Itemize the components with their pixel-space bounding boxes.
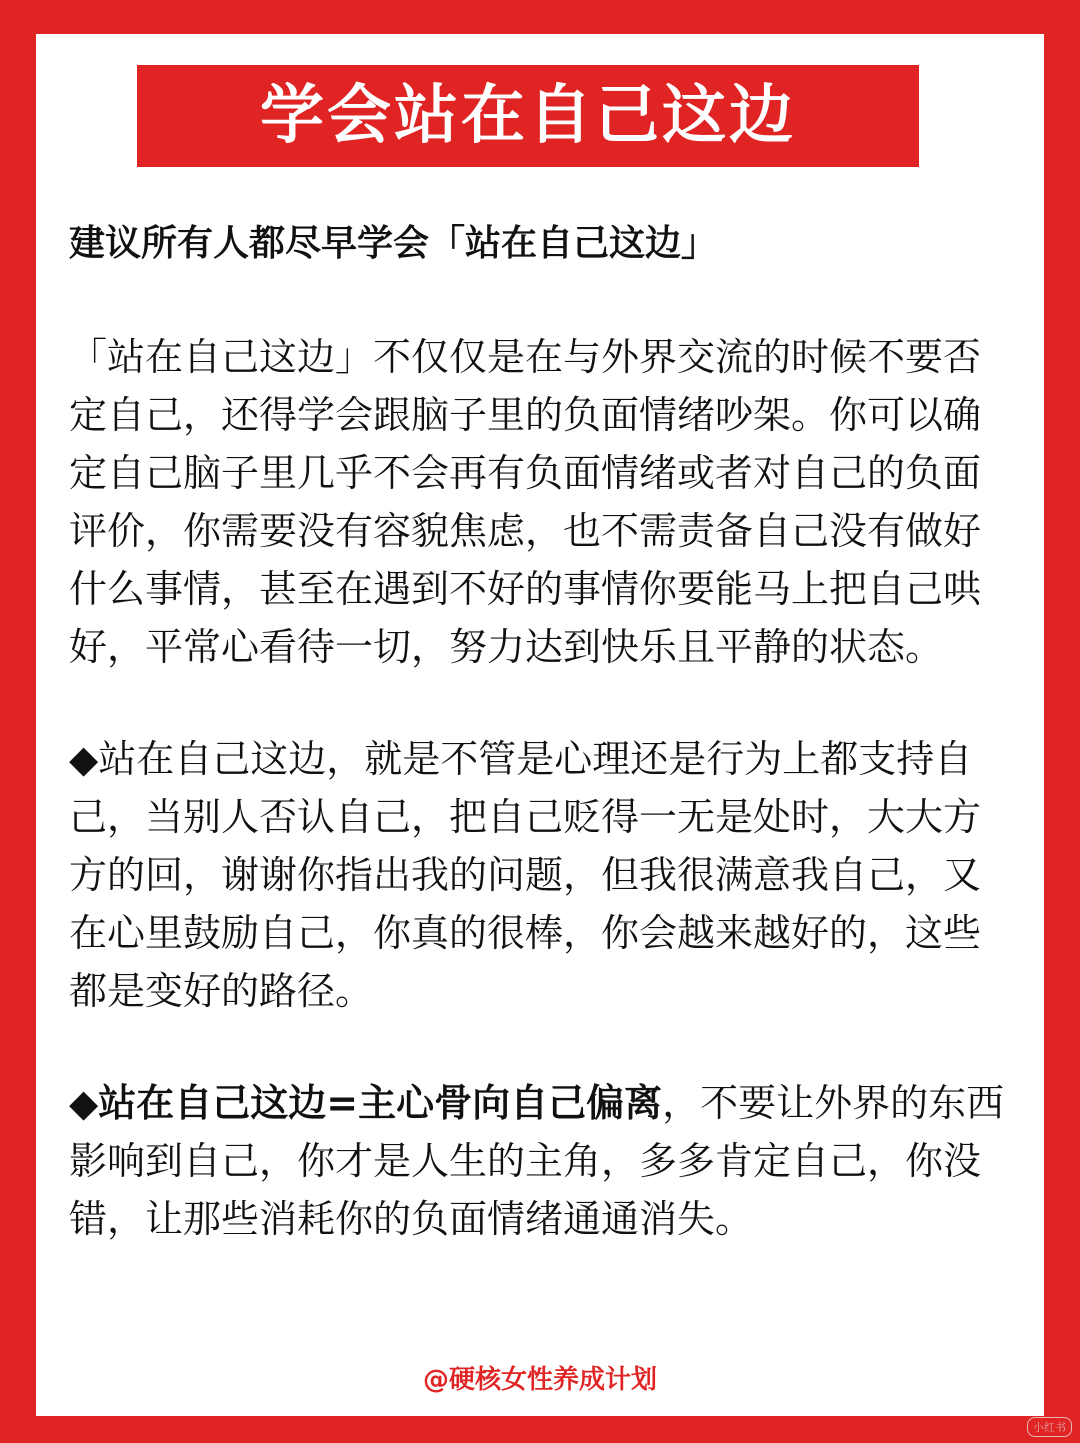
- page-title: 学会站在自己这边: [260, 79, 796, 153]
- article-body: [69, 218, 1014, 1248]
- content-card: [36, 34, 1044, 1416]
- paragraph-3-text: ，不要让外界的东西影响到自己，你才是人生的主角，多多肯定自己，你没错，让那些消耗你的负面情绪通通消失。: [69, 1081, 1005, 1241]
- article-heading: 建议所有人都尽早学会「站在自己这边」: [69, 223, 718, 264]
- paragraph-3-bold-lead: ◆站在自己这边=主心骨向自己偏离: [69, 1081, 663, 1125]
- paragraph-1: 「站在自己这边」不仅仅是在与外界交流的时候不要否定自己，还得学会跟脑子里的负面情绪吵架。你可以确定自己脑子里几乎不会再有负面情绪或者对自己的负面评价，你需要没有容貌焦虑，也不需责备自己没有做好什么事情，甚至在遇到不好的事情你要能马上把自己哄好，平常心看待一切，努力达到快乐且平静的状态。: [69, 335, 982, 669]
- paragraph-2: ◆站在自己这边，就是不管是心理还是行为上都支持自己，当别人否认自己，把自己贬得一无是处时，大大方方的回，谢谢你指出我的问题，但我很满意我自己，又在心里鼓励自己，你真的很棒，你会越来越好的，这些都是变好的路径。: [69, 737, 982, 1013]
- watermark-logo: 小红书: [1027, 1417, 1072, 1437]
- title-banner: [137, 65, 919, 167]
- author-credit: @硬核女性养成计划: [422, 1365, 657, 1395]
- paragraph-3: [69, 1074, 1014, 1248]
